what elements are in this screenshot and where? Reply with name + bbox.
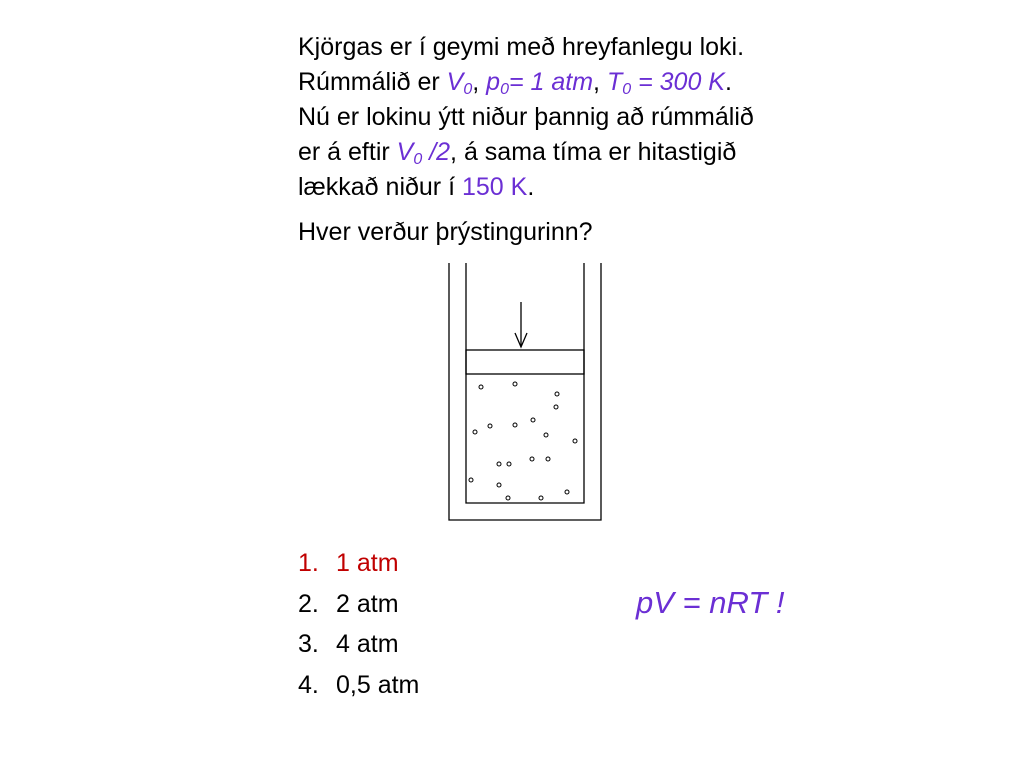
final-temperature: 150 K <box>461 173 528 201</box>
separator: , <box>472 68 487 96</box>
answer-options <box>298 543 419 705</box>
answer-option-label: 2 atm <box>336 589 399 618</box>
answer-option-label: 4 atm <box>336 630 399 658</box>
answer-option-4[interactable] <box>298 665 419 706</box>
question-line-3: Nú er lokinu ýtt niður þannig að rúmmálið <box>298 103 754 131</box>
question-line-4-prefix: er á eftir <box>298 138 397 166</box>
question-line-1: Kjörgas er í geymi með hreyfanlegu loki. <box>298 33 745 61</box>
movable-lid <box>466 350 584 374</box>
gas-molecules <box>469 382 577 500</box>
answer-option-number: 2. <box>298 589 319 618</box>
answer-option-number: 4. <box>298 670 319 699</box>
answer-option-number: 3. <box>298 630 319 658</box>
question-line-5-prefix: lækkað niður í <box>298 173 462 201</box>
question-line-4 <box>298 135 858 170</box>
container-inner-wall <box>466 263 584 503</box>
question-ask: Hver verður þrýstingurinn? <box>298 218 593 246</box>
initial-pressure: $p_0= 1$ atm <box>486 68 594 98</box>
question-line-2 <box>298 65 858 100</box>
question-text <box>298 30 858 250</box>
ideal-gas-law-hint: pV = nRT ! <box>636 585 785 620</box>
answer-option-3[interactable] <box>298 624 419 665</box>
answer-option-1[interactable] <box>298 543 419 584</box>
answer-option-label: 1 atm <box>336 549 399 577</box>
initial-volume: $V_0$ <box>446 68 473 98</box>
answer-option-label: 0,5 atm <box>336 670 420 699</box>
period: . <box>724 68 732 96</box>
answer-option-number: 1. <box>298 549 319 577</box>
initial-temperature: $T_0 = 300$ K <box>606 68 725 98</box>
question-line-4-suffix: , á sama tíma er hitastigið <box>450 138 737 166</box>
question-line-5 <box>298 170 858 205</box>
period: . <box>527 173 535 201</box>
separator: , <box>593 68 607 96</box>
answer-option-2[interactable] <box>298 584 419 625</box>
final-volume: $V_0$ /2 <box>396 138 451 168</box>
question-line-2-prefix: Rúmmálið er <box>298 68 447 96</box>
gas-container-diagram <box>440 258 610 528</box>
